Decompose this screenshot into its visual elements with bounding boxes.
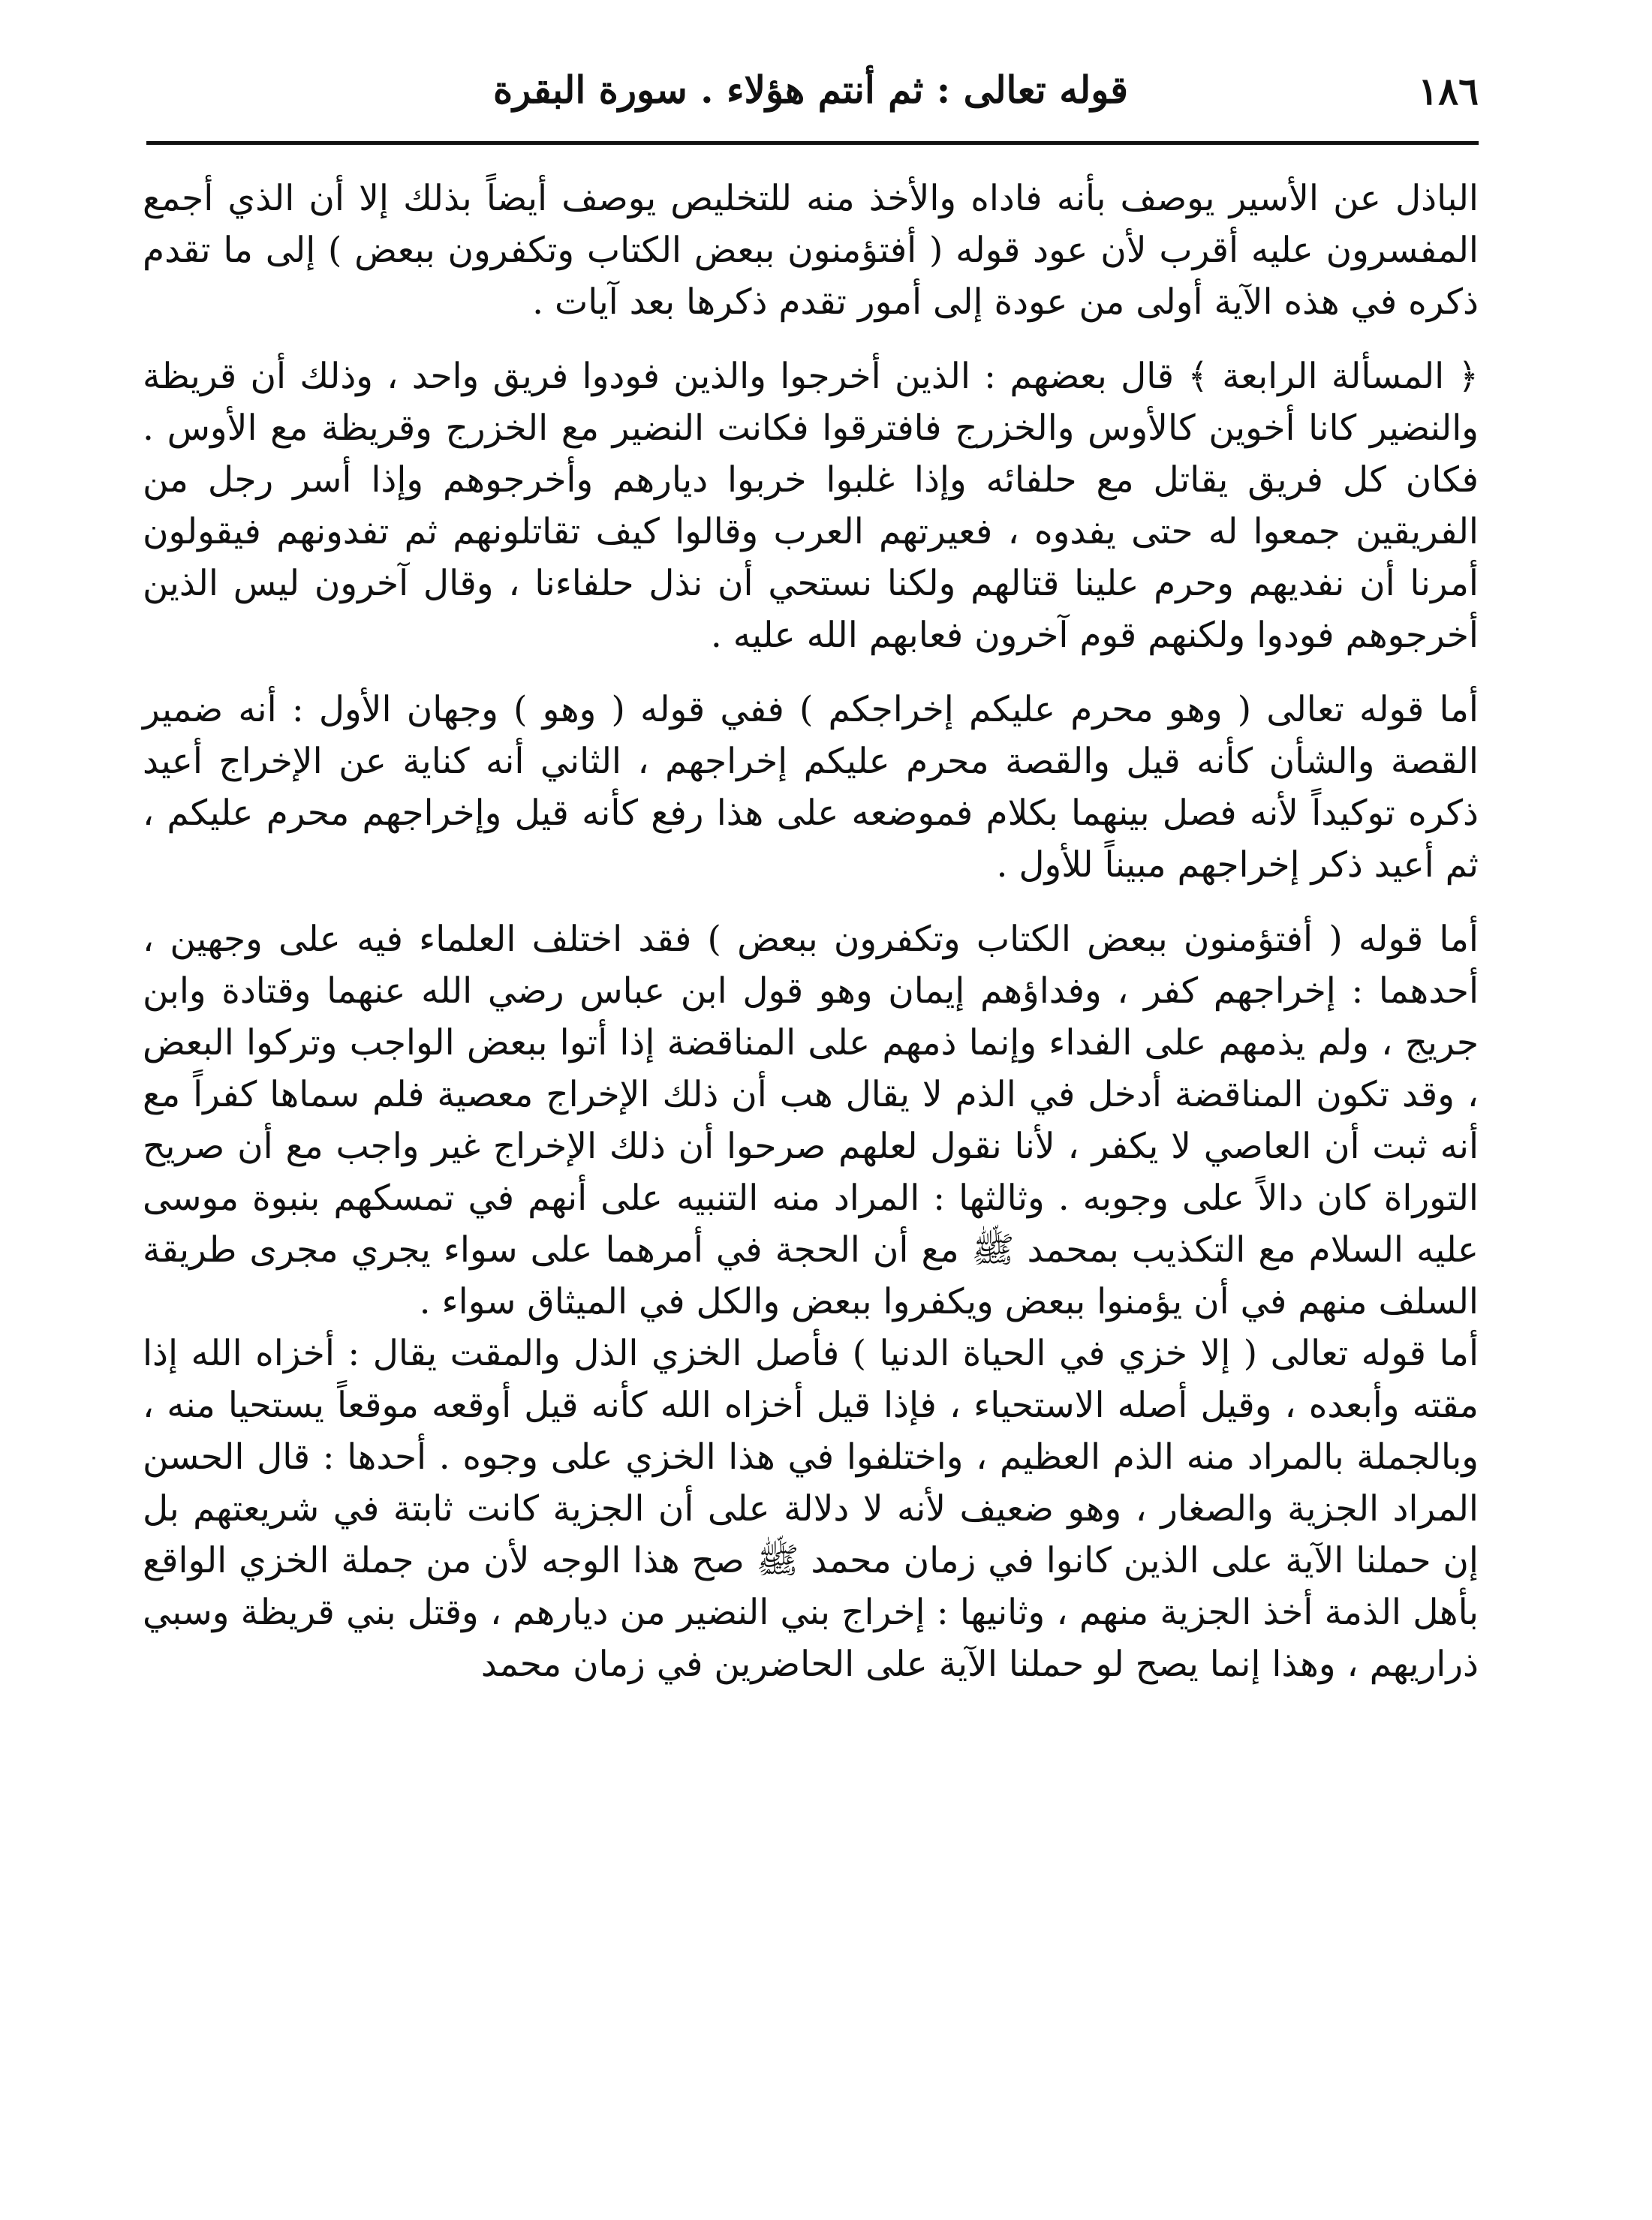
paragraph-4: أما قوله ( أفتؤمنون ببعض الكتاب وتكفرون ببعض ) فقد اختلف العلماء فيه على وجهين ، أحدهما : إخراجهم كفر ، وفداؤهم إيمان وهو قول ابن عباس رضي الله عنهما وقتادة وابن جريج ، ولم يذمهم على الفداء وإنما ذمهم على المناقضة إذا أتوا ببعض الواجب وتركوا البعض ، وقد تكون المناقضة أدخل في الذم لا يقال هب أن ذلك الإخراج معصية فلم سماها كفراً مع أنه ثبت أن العاصي لا يكفر ، لأنا نقول لعلهم صرحوا أن ذلك الإخراج غير واجب مع أن صريح التوراة كان دالاً على وجوبه . وثالثها : المراد منه التنبيه على أنهم في تمسكهم بنبوة موسى عليه السلام مع التكذيب بمحمد ﷺ مع أن الحجة في أمرهما على سواء يجري مجرى طريقة السلف منهم في أن يؤمنوا ببعض ويكفروا ببعض والكل في الميثاق سواء . xyxy=(143,919,1479,1322)
paragraph-5: أما قوله تعالى ( إلا خزي في الحياة الدنيا ) فأصل الخزي الذل والمقت يقال : أخزاه الله إذا مقته وأبعده ، وقيل أصله الاستحياء ، فإذا قيل أخزاه الله كأنه قيل أوقعه موقعاً يستحيا منه ، وبالجملة بالمراد منه الذم العظيم ، واختلفوا في هذا الخزي على وجوه . أحدها : قال الحسن المراد الجزية والصغار ، وهو ضعيف لأنه لا دلالة على أن الجزية كانت ثابتة في شريعتهم بل إن حملنا الآية على الذين كانوا في زمان محمد ﷺ صح هذا الوجه لأن من جملة الخزي الواقع بأهل الذمة أخذ الجزية منهم ، وثانيها : إخراج بني النضير من ديارهم ، وقتل بني قريظة وسبي ذراريهم ، وهذا إنما يصح لو حملنا الآية على الحاضرين في زمان محمد xyxy=(143,1333,1479,1685)
running-title: قوله تعالى : ثم أنتم هؤلاء . سورة البقرة xyxy=(492,68,1129,112)
body-text xyxy=(143,173,1479,1690)
page-header xyxy=(143,53,1479,135)
paragraph-1: الباذل عن الأسير يوصف بأنه فاداه والأخذ منه للتخليص يوصف أيضاً بذلك إلا أن الذي أجمع المفسرون عليه أقرب لأن عود قوله ( أفتؤمنون ببعض الكتاب وتكفرون ببعض ) إلى ما تقدم ذكره في هذه الآية أولى من عودة إلى أمور تقدم ذكرها بعد آيات . xyxy=(143,178,1479,323)
paragraph-3: أما قوله تعالى ( وهو محرم عليكم إخراجكم ) ففي قوله ( وهو ) وجهان الأول : أنه ضمير القصة والشأن كأنه قيل والقصة محرم عليكم إخراجهم ، الثاني أنه كناية عن الإخراج أعيد ذكره توكيداً لأنه فصل بينهما بكلام فموضعه على هذا رفع كأنه قيل وإخراجهم محرم عليكم ، ثم أعيد ذكر إخراجهم مبيناً للأول . xyxy=(143,689,1479,886)
header-divider xyxy=(146,141,1479,145)
paragraph-2: ﴿ المسألة الرابعة ﴾ قال بعضهم : الذين أخرجوا والذين فودوا فريق واحد ، وذلك أن قريظة والنضير كانا أخوين كالأوس والخزرج فافترقوا فكانت النضير مع الخزرج وقريظة مع الأوس . فكان كل فريق يقاتل مع حلفائه وإذا غلبوا خربوا ديارهم وأخرجوهم وإذا أسر رجل من الفريقين جمعوا له حتى يفدوه ، فعيرتهم العرب وقالوا كيف تقاتلونهم ثم تفدونهم فيقولون أمرنا أن نفديهم وحرم علينا قتالهم ولكنا نستحي أن نذل حلفاءنا ، وقال آخرون ليس الذين أخرجوهم فودوا ولكنهم قوم آخرون فعابهم الله عليه . xyxy=(143,356,1479,656)
page-number: ١٨٦ xyxy=(1418,69,1479,113)
